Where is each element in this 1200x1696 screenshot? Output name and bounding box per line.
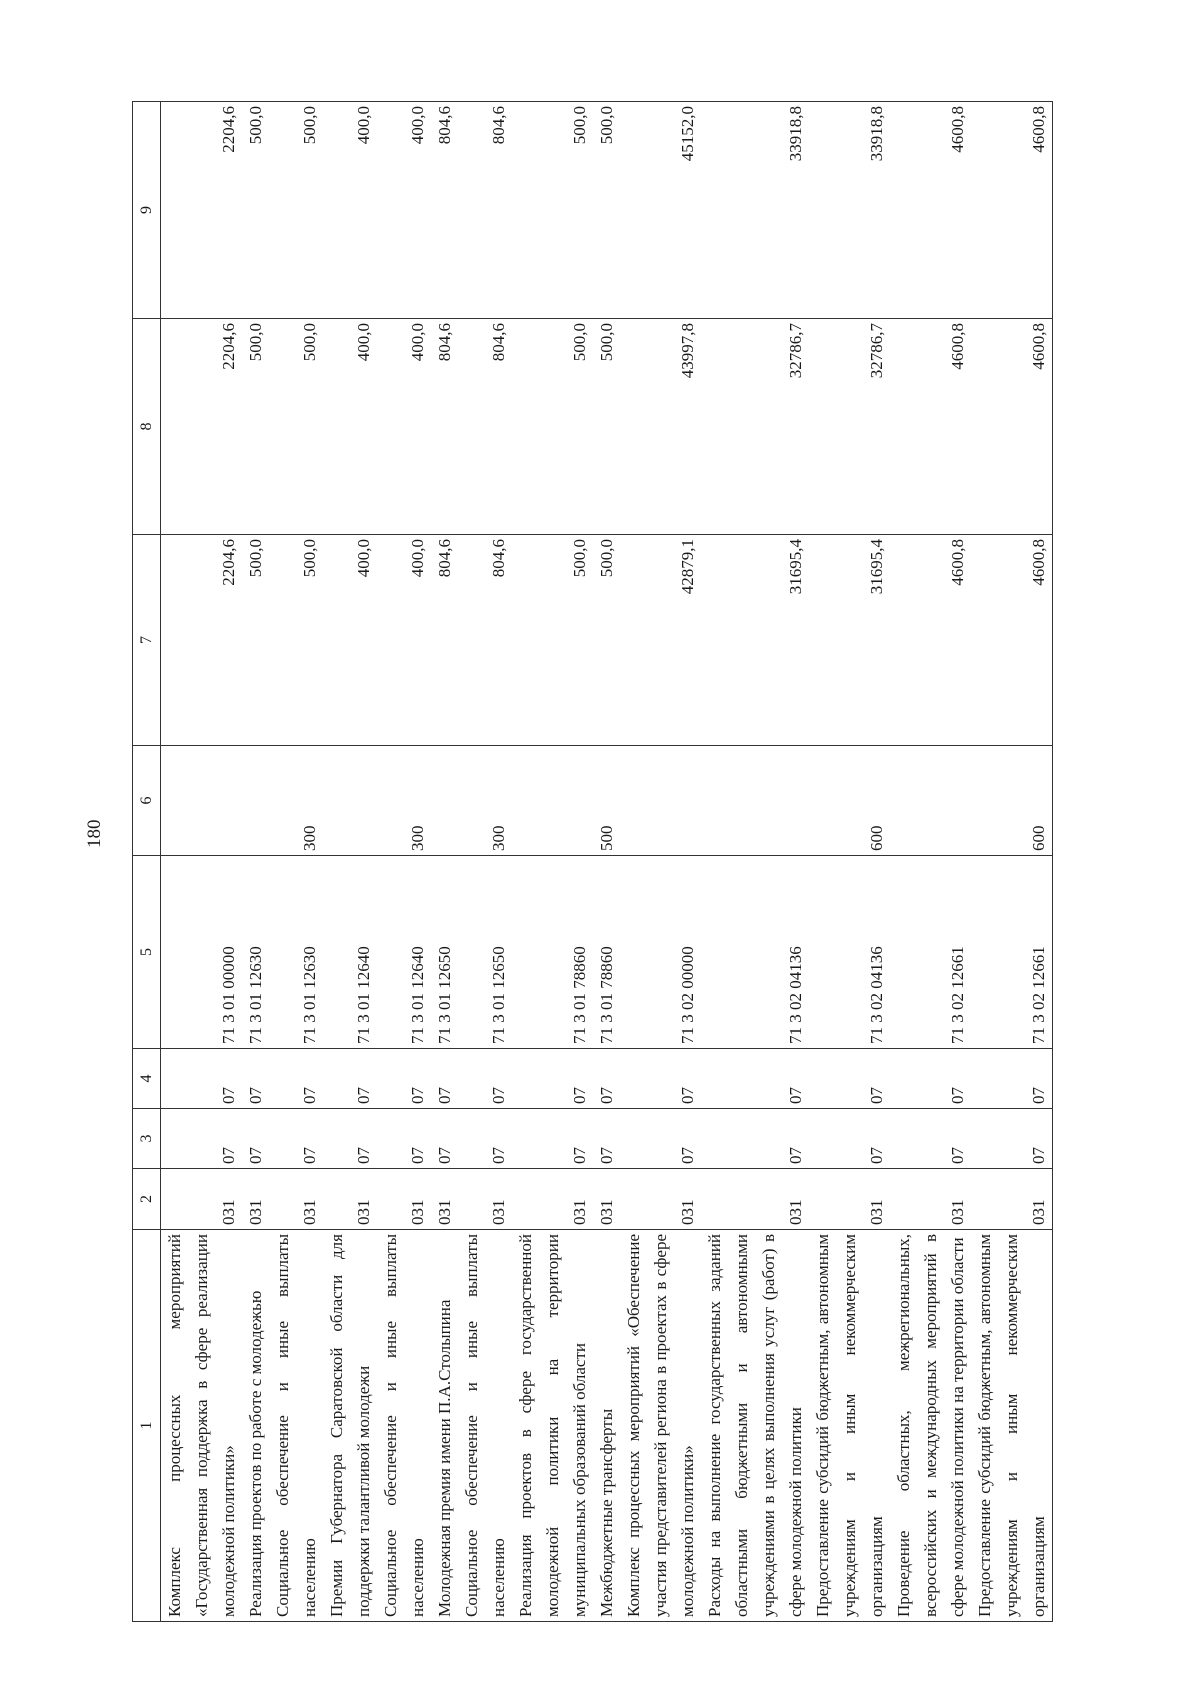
table-row <box>377 102 431 1622</box>
cell-c3: 07 <box>620 1109 701 1169</box>
table-row <box>890 102 971 1622</box>
cell-c8: 500,0 <box>242 319 269 535</box>
cell-c3: 07 <box>458 1109 512 1169</box>
cell-c6: 500 <box>593 746 620 856</box>
cell-c6: 300 <box>458 746 512 856</box>
cell-c9: 400,0 <box>323 102 377 319</box>
cell-c3: 07 <box>242 1109 269 1169</box>
cell-c6 <box>242 746 269 856</box>
table-row <box>809 102 890 1622</box>
cell-c5: 71 3 01 00000 <box>161 856 243 1049</box>
cell-c2: 031 <box>512 1169 593 1230</box>
row-name: Реализация проектов в сфере государственной молодежной политики на территории муниципальных образований области <box>512 1230 593 1622</box>
cell-c9: 4600,8 <box>971 102 1053 319</box>
table-row <box>458 102 512 1622</box>
cell-c9: 33918,8 <box>809 102 890 319</box>
cell-c9: 500,0 <box>242 102 269 319</box>
cell-c5: 71 3 01 12640 <box>377 856 431 1049</box>
cell-c6: 600 <box>971 746 1053 856</box>
cell-c6: 600 <box>809 746 890 856</box>
cell-c2: 031 <box>161 1169 243 1230</box>
cell-c5: 71 3 01 78860 <box>512 856 593 1049</box>
cell-c3: 07 <box>269 1109 323 1169</box>
cell-c2: 031 <box>809 1169 890 1230</box>
cell-c6 <box>323 746 377 856</box>
cell-c7: 500,0 <box>593 535 620 746</box>
cell-c5: 71 3 02 12661 <box>890 856 971 1049</box>
cell-c2: 031 <box>890 1169 971 1230</box>
column-header: 3 <box>133 1109 161 1169</box>
cell-c2: 031 <box>620 1169 701 1230</box>
cell-c5: 71 3 02 04136 <box>701 856 809 1049</box>
row-name: Предоставление субсидий бюджетным, автономным учреждениям и иным некоммерческим организациям <box>809 1230 890 1622</box>
cell-c6 <box>512 746 593 856</box>
cell-c3: 07 <box>701 1109 809 1169</box>
cell-c7: 42879,1 <box>620 535 701 746</box>
cell-c5: 71 3 02 00000 <box>620 856 701 1049</box>
cell-c8: 400,0 <box>377 319 431 535</box>
cell-c2: 031 <box>242 1169 269 1230</box>
cell-c2: 031 <box>431 1169 458 1230</box>
cell-c9: 500,0 <box>593 102 620 319</box>
row-name: Комплекс процессных мероприятий «Обеспечение участия представителей региона в проектах в сфере молодежной политики» <box>620 1230 701 1622</box>
cell-c5: 71 3 01 78860 <box>593 856 620 1049</box>
row-name: Предоставление субсидий бюджетным, автономным учреждениям и иным некоммерческим организациям <box>971 1230 1053 1622</box>
page-number: 180 <box>84 819 105 848</box>
cell-c9: 804,6 <box>431 102 458 319</box>
cell-c4: 07 <box>620 1049 701 1109</box>
cell-c6 <box>431 746 458 856</box>
cell-c2: 031 <box>971 1169 1053 1230</box>
cell-c2: 031 <box>458 1169 512 1230</box>
table-body <box>161 102 1053 1622</box>
cell-c4: 07 <box>971 1049 1053 1109</box>
cell-c7: 500,0 <box>269 535 323 746</box>
cell-c3: 07 <box>161 1109 243 1169</box>
cell-c9: 400,0 <box>377 102 431 319</box>
cell-c9: 500,0 <box>269 102 323 319</box>
cell-c5: 71 3 02 12661 <box>971 856 1053 1049</box>
row-name: Реализация проектов по работе с молодежью <box>242 1230 269 1622</box>
row-name: Молодежная премия имени П.А.Столыпина <box>431 1230 458 1622</box>
rotated-page-content <box>132 102 1172 1622</box>
table-row <box>593 102 620 1622</box>
cell-c6 <box>701 746 809 856</box>
column-header: 9 <box>133 102 161 319</box>
cell-c4: 07 <box>458 1049 512 1109</box>
cell-c9: 33918,8 <box>701 102 809 319</box>
cell-c4: 07 <box>161 1049 243 1109</box>
cell-c3: 07 <box>323 1109 377 1169</box>
cell-c9: 2204,6 <box>161 102 243 319</box>
cell-c7: 500,0 <box>512 535 593 746</box>
table-row <box>701 102 809 1622</box>
column-header: 1 <box>133 1230 161 1622</box>
header-row <box>133 102 161 1622</box>
cell-c3: 07 <box>809 1109 890 1169</box>
cell-c6 <box>620 746 701 856</box>
cell-c9: 4600,8 <box>890 102 971 319</box>
table-row <box>620 102 701 1622</box>
cell-c7: 4600,8 <box>890 535 971 746</box>
cell-c4: 07 <box>431 1049 458 1109</box>
cell-c6 <box>161 746 243 856</box>
cell-c4: 07 <box>890 1049 971 1109</box>
cell-c4: 07 <box>377 1049 431 1109</box>
cell-c9: 804,6 <box>458 102 512 319</box>
table-row <box>323 102 377 1622</box>
cell-c3: 07 <box>593 1109 620 1169</box>
cell-c4: 07 <box>242 1049 269 1109</box>
column-header: 8 <box>133 319 161 535</box>
cell-c2: 031 <box>593 1169 620 1230</box>
cell-c8: 804,6 <box>458 319 512 535</box>
cell-c4: 07 <box>593 1049 620 1109</box>
cell-c3: 07 <box>431 1109 458 1169</box>
cell-c8: 804,6 <box>431 319 458 535</box>
cell-c7: 804,6 <box>431 535 458 746</box>
cell-c8: 500,0 <box>593 319 620 535</box>
cell-c5: 71 3 01 12630 <box>269 856 323 1049</box>
cell-c9: 500,0 <box>512 102 593 319</box>
cell-c8: 500,0 <box>269 319 323 535</box>
cell-c2: 031 <box>701 1169 809 1230</box>
cell-c3: 07 <box>971 1109 1053 1169</box>
row-name: Расходы на выполнение государственных заданий областными бюджетными и автономными учреждениями в целях выполнения услуг (работ) в сфере молодежной политики <box>701 1230 809 1622</box>
cell-c8: 4600,8 <box>890 319 971 535</box>
cell-c6: 300 <box>377 746 431 856</box>
cell-c3: 07 <box>512 1109 593 1169</box>
cell-c7: 400,0 <box>377 535 431 746</box>
cell-c4: 07 <box>701 1049 809 1109</box>
row-name: Межбюджетные трансферты <box>593 1230 620 1622</box>
cell-c6: 300 <box>269 746 323 856</box>
cell-c8: 32786,7 <box>701 319 809 535</box>
cell-c7: 4600,8 <box>971 535 1053 746</box>
cell-c3: 07 <box>890 1109 971 1169</box>
column-header: 5 <box>133 856 161 1049</box>
cell-c7: 500,0 <box>242 535 269 746</box>
column-header: 2 <box>133 1169 161 1230</box>
cell-c2: 031 <box>377 1169 431 1230</box>
cell-c5: 71 3 01 12640 <box>323 856 377 1049</box>
cell-c8: 4600,8 <box>971 319 1053 535</box>
cell-c6 <box>890 746 971 856</box>
column-header: 7 <box>133 535 161 746</box>
cell-c4: 07 <box>323 1049 377 1109</box>
cell-c3: 07 <box>377 1109 431 1169</box>
column-header: 4 <box>133 1049 161 1109</box>
cell-c4: 07 <box>809 1049 890 1109</box>
table-row <box>431 102 458 1622</box>
cell-c8: 32786,7 <box>809 319 890 535</box>
cell-c8: 400,0 <box>323 319 377 535</box>
cell-c7: 31695,4 <box>809 535 890 746</box>
column-header: 6 <box>133 746 161 856</box>
table-row <box>161 102 243 1622</box>
cell-c2: 031 <box>269 1169 323 1230</box>
row-name: Социальное обеспечение и иные выплаты населению <box>269 1230 323 1622</box>
table-row <box>512 102 593 1622</box>
row-name: Социальное обеспечение и иные выплаты населению <box>458 1230 512 1622</box>
cell-c7: 31695,4 <box>701 535 809 746</box>
cell-c8: 2204,6 <box>161 319 243 535</box>
cell-c9: 45152,0 <box>620 102 701 319</box>
cell-c4: 07 <box>269 1049 323 1109</box>
cell-c8: 500,0 <box>512 319 593 535</box>
cell-c8: 43997,8 <box>620 319 701 535</box>
cell-c5: 71 3 02 04136 <box>809 856 890 1049</box>
cell-c7: 2204,6 <box>161 535 243 746</box>
cell-c2: 031 <box>323 1169 377 1230</box>
cell-c7: 804,6 <box>458 535 512 746</box>
cell-c7: 400,0 <box>323 535 377 746</box>
budget-table <box>132 101 1053 1622</box>
row-name: Социальное обеспечение и иные выплаты населению <box>377 1230 431 1622</box>
table-row <box>971 102 1053 1622</box>
row-name: Комплекс процессных мероприятий «Государственная поддержка в сфере реализации молодежной политики» <box>161 1230 243 1622</box>
table-row <box>242 102 269 1622</box>
cell-c5: 71 3 01 12650 <box>458 856 512 1049</box>
row-name: Проведение областных, межрегиональных, всероссийских и международных мероприятий в сфере молодежной политики на территории области <box>890 1230 971 1622</box>
table-row <box>269 102 323 1622</box>
cell-c4: 07 <box>512 1049 593 1109</box>
row-name: Премии Губернатора Саратовской области для поддержки талантливой молодежи <box>323 1230 377 1622</box>
cell-c5: 71 3 01 12630 <box>242 856 269 1049</box>
cell-c5: 71 3 01 12650 <box>431 856 458 1049</box>
